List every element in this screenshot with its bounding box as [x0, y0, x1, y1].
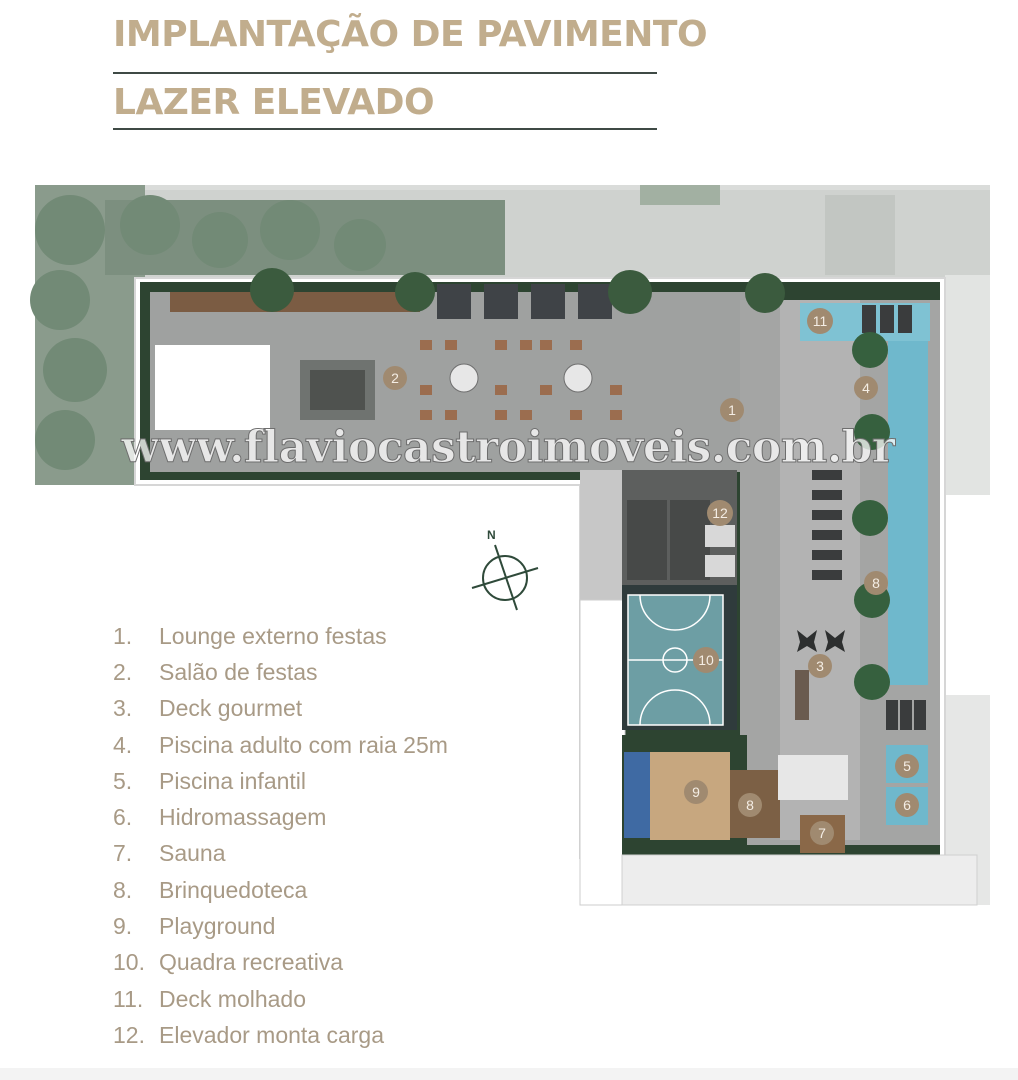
- marker-11: [807, 308, 833, 334]
- marker-10: [693, 647, 719, 673]
- marker-4: [854, 376, 878, 400]
- svg-text:10: 10: [698, 652, 714, 668]
- svg-text:7: 7: [818, 825, 826, 841]
- svg-text:9: 9: [692, 784, 700, 800]
- legend-item: 10. Quadra recreativa: [113, 949, 344, 976]
- lower-paving: [622, 855, 977, 905]
- page-title: IMPLANTAÇÃO DE PAVIMENTO: [113, 14, 708, 55]
- legend-item: 1. Lounge externo festas: [113, 622, 387, 649]
- svg-text:5: 5: [903, 758, 911, 774]
- legend-item: 3. Deck gourmet: [113, 695, 303, 722]
- legend-item: 8. Brinquedoteca: [113, 876, 308, 903]
- marker-12: [707, 500, 733, 526]
- compass-label: N: [487, 528, 496, 542]
- legend-item: 6. Hidromassagem: [113, 804, 327, 831]
- svg-text:4: 4: [862, 380, 870, 396]
- marker-8-pool: [864, 571, 888, 595]
- legend-item: 5. Piscina infantil: [113, 767, 307, 794]
- marker-5: [895, 754, 919, 778]
- svg-text:3: 3: [816, 658, 824, 674]
- marker-1: [720, 398, 744, 422]
- marker-7: [810, 821, 834, 845]
- legend-item: 9. Playground: [113, 913, 276, 940]
- svg-text:2: 2: [391, 370, 399, 386]
- marker-9: [684, 780, 708, 804]
- north-compass: [472, 528, 538, 610]
- bottom-band: [0, 1068, 1018, 1080]
- sports-court: [622, 585, 737, 730]
- svg-text:8: 8: [746, 797, 754, 813]
- legend-item: 2. Salão de festas: [113, 658, 318, 685]
- svg-text:11: 11: [812, 313, 828, 329]
- legend: [113, 618, 448, 1054]
- svg-text:6: 6: [903, 797, 911, 813]
- legend-item: 7. Sauna: [113, 840, 226, 867]
- watermark: www.flaviocastroimoveis.com.br: [121, 422, 895, 473]
- legend-item: 11. Deck molhado: [113, 985, 307, 1012]
- svg-text:1: 1: [728, 402, 736, 418]
- svg-text:12: 12: [712, 505, 728, 521]
- legend-item: 12. Elevador monta carga: [113, 1021, 385, 1048]
- svg-text:8: 8: [872, 575, 880, 591]
- marker-6: [895, 793, 919, 817]
- marker-3: [808, 654, 832, 678]
- marker-8-toyroom: [738, 793, 762, 817]
- page-subtitle: LAZER ELEVADO: [113, 82, 435, 123]
- marker-2: [383, 366, 407, 390]
- legend-item: 4. Piscina adulto com raia 25m: [113, 731, 448, 758]
